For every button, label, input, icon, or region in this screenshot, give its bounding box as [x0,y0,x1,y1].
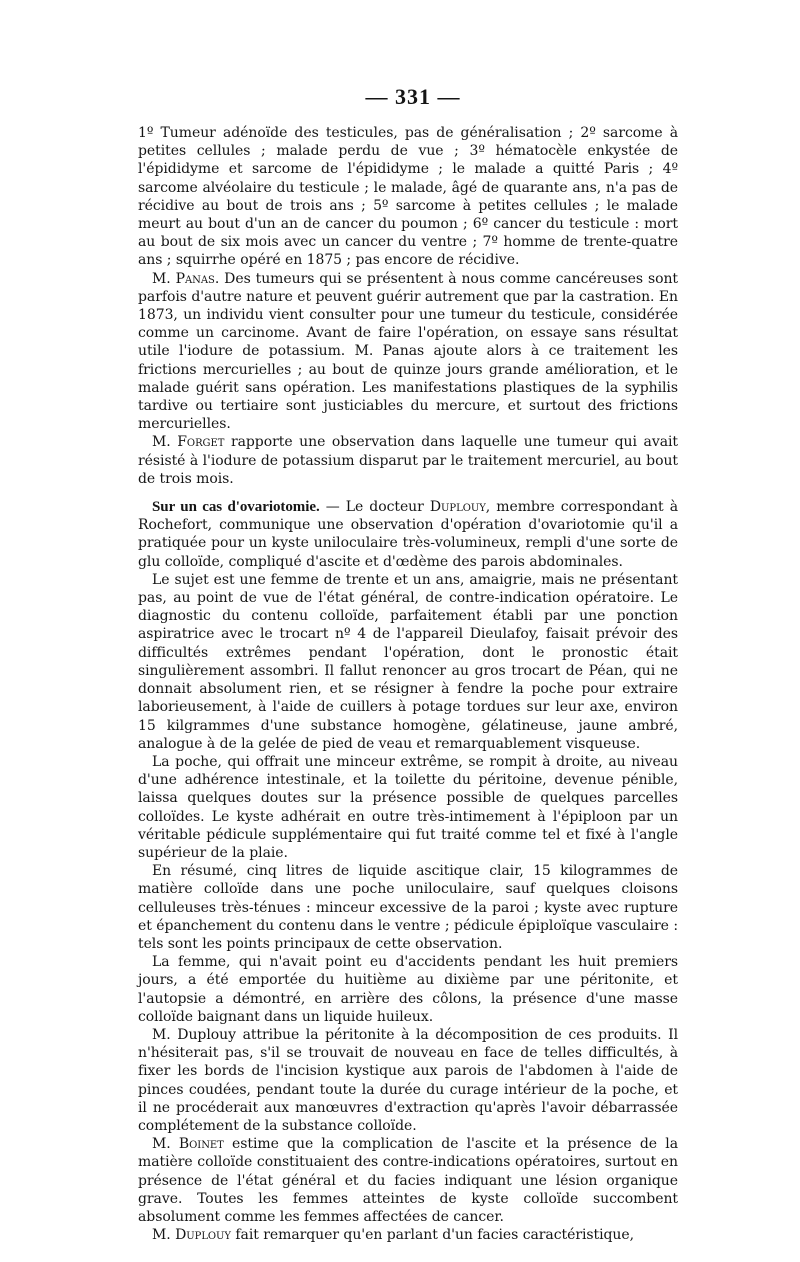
paragraph-forget [138,433,678,488]
speaker-duplouy: M. Duplouy [152,1227,231,1244]
paragraph-peritonite: M. Duplouy attribue la péritonite à la décomposition de ces produits. Il n'hésiterait pas, s'il se trouvait de nouveau en face de telles difficultés, à fixer les bords de l'incision kystique aux parois de l'abdomen à l'aide de pinces coudées, pendant toute la durée du curage intérieur de la poche, et il ne procéderait aux manœuvres d'extraction qu'après l'avoir débarrassée complétement de la substance colloïde. [138,1026,678,1134]
paragraph-ovariotomie-text: , membre correspondant à Rochefort, communique une observation d'opération d'ovariotomie qu'il a pratiquée pour un kyste uniloculaire très-volumineux, rempli d'une sorte de glu colloïde, compliqué d'ascite et d'œdème des parois abdominales. [138,499,678,570]
paragraph-resume: En résumé, cinq litres de liquide ascitique clair, 15 kilogrammes de matière colloïde dans une poche uniloculaire, sauf quelques cloisons celluleuses très-ténues : minceur excessive de la paroi ; kyste avec rupture et épanchement du contenu dans le ventre ; pédicule épiploïque vasculaire : tels sont les points principaux de cette observation. [138,863,678,952]
document-page [138,84,678,1244]
paragraph-duplouy-reply-text: fait remarquer qu'en parlant d'un facies caractéristique, [231,1227,635,1244]
paragraph-panas [138,270,678,434]
speaker-forget: M. Forget [152,434,225,451]
paragraph-patient: Le sujet est une femme de trente et un ans, amaigrie, mais ne présentant pas, au point de vue de l'état général, de contre-indication opératoire. Le diagnostic du contenu colloïde, parfaitement établi par une ponction aspiratrice avec le trocart nº 4 de l'appareil Dieulafoy, faisait prévoir des difficultés extrêmes pendant l'opération, dont le pronostic était singulièrement assombri. Il fallut renoncer au gros trocart de Péan, qui ne donnait absolument rien, et se résigner à fendre la poche pour extraire laborieusement, à l'aide de cuillers à potage tordues sur leur axe, environ 15 kilgrammes d'une substance homogène, gélatineuse, jaune ambré, analogue à de la gelée de pied de veau et remarquablement visqueuse. [138,571,678,752]
paragraph-ovariotomie-intro: — Le docteur [319,499,430,516]
section-heading-ovariotomie: Sur un cas d'ovariotomie. [152,499,320,516]
paragraph-poche: La poche, qui offrait une minceur extrême, se rompit à droite, au niveau d'une adhérence intestinale, et la toilette du péritoine, devenue pénible, laissa quelques doutes sur la présence possible de quelques parcelles colloïdes. Le kyste adhérait en outre très-intimement à l'épiploon par un véritable pédicule supplémentaire qui fut traité comme tel et fixé à l'angle supérieur de la plaie. [138,753,678,861]
paragraph-boinet-text: estime que la complication de l'ascite et la présence de la matière colloïde constituaient des contre-indications opératoires, surtout en présence de l'état général et du facies indiquant une lésion organique grave. Toutes les femmes atteintes de kyste colloïde succombent absolument comme les femmes affectées de cancer. [138,1136,678,1225]
speaker-boinet: M. Boinet [152,1136,224,1153]
page-number: — 331 — [365,84,461,109]
paragraph-forget-text: rapporte une observation dans laquelle une tumeur qui avait résisté à l'iodure de potassium disparut par le traitement mercuriel, au bout de trois mois. [138,434,678,487]
paragraph-femme: La femme, qui n'avait point eu d'accidents pendant les huit premiers jours, a été emportée du huitième au dixième par une péritonite, et l'autopsie a démontré, en arrière des côlons, la présence d'une masse colloïde baignant dans un liquide huileux. [138,954,678,1025]
paragraph-ovariotomie [138,498,678,571]
paragraph-tumor-list: 1º Tumeur adénoïde des testicules, pas de généralisation ; 2º sarcome à petites cellules ; malade perdu de vue ; 3º hématocèle enkystée de l'épididyme et sarcome de l'épididyme ; le malade a quitté Paris ; 4º sarcome alvéolaire du testicule ; le malade, âgé de quarante ans, n'a pas de récidive au bout de trois ans ; 5º sarcome à petites cellules ; le malade meurt au bout d'un an de cancer du poumon ; 6º cancer du testicule : mort au bout de six mois avec un cancer du ventre ; 7º homme de trente-quatre ans ; squirrhe opéré en 1875 ; pas encore de récidive. [138,125,678,269]
paragraph-duplouy-reply [138,1226,678,1244]
name-duplouy: Duplouy [429,499,486,516]
speaker-panas: M. Panas. [152,270,220,287]
paragraph-boinet [138,1135,678,1226]
paragraph-panas-text: Des tumeurs qui se présentent à nous comme cancéreuses sont parfois d'autre nature et peuvent guérir autrement que par la castration. En 1873, un individu vient consulter pour une tumeur du testicule, considérée comme un carcinome. Avant de faire l'opération, on essaye sans résultat utile l'iodure de potassium. M. Panas ajoute alors à ce traitement les frictions mercurielles ; au bout de quinze jours grande amélioration, et le malade guérit sans opération. Les manifestations plastiques de la syphilis tardive ou tertiaire sont justiciables du mercure, et surtout des frictions mercurielles. [138,270,678,433]
